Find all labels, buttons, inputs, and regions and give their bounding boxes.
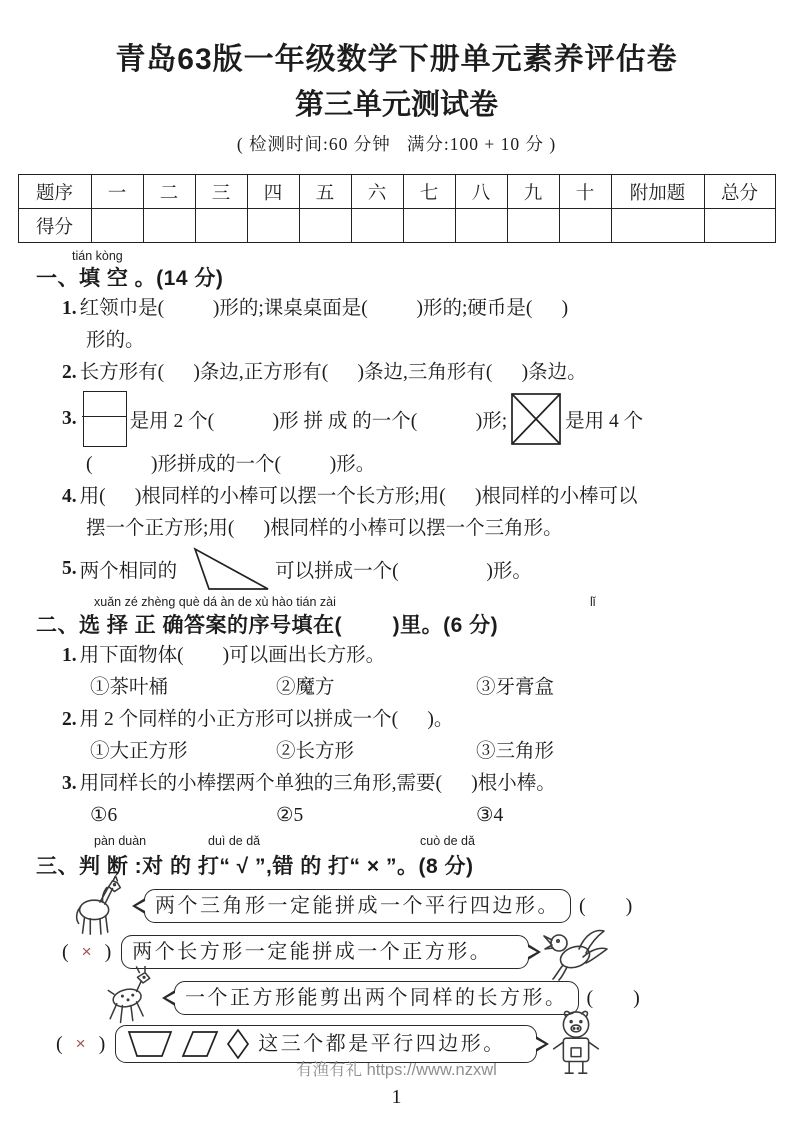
question-text: 用 2 个同样的小正方形可以拼成一个( )。: [79, 709, 454, 730]
bird-icon: [543, 923, 609, 981]
paper-title-line2: 第三单元测试卷: [294, 89, 498, 121]
pinyin-text: duì de dǎ: [208, 834, 261, 848]
score-cell: [507, 209, 559, 243]
score-cell: [143, 209, 195, 243]
question-s1-q4-cont: 摆一个正方形;用( )根同样的小棒可以摆一个三角形。: [86, 518, 563, 539]
pinyin-text: cuò de dǎ: [420, 834, 475, 848]
speech-bubble: [144, 889, 571, 923]
score-col-header: 七: [403, 175, 455, 209]
judge-item-1: [70, 883, 793, 929]
option: ②5: [276, 805, 304, 826]
question-s2-q2: [62, 704, 793, 736]
question-s1-q2: [62, 357, 793, 389]
score-col-header: 六: [351, 175, 403, 209]
score-col-header: 总分: [704, 175, 775, 209]
paren-open: (: [62, 940, 69, 963]
answer-blank: ( ): [586, 986, 640, 1009]
question-text: 用( )根同样的小棒可以摆一个长方形;用( )根同样的小棒可以: [79, 486, 638, 507]
section-two-pinyin: [0, 595, 793, 611]
question-number: 3.: [62, 408, 77, 429]
question-text: 用下面物体( )可以画出长方形。: [79, 645, 386, 666]
question-text: 两个相同的: [79, 561, 178, 582]
shape-group: [126, 1029, 250, 1059]
question-s1-q3: [62, 389, 793, 449]
question-text: 可以拼成一个( )形。: [275, 561, 532, 582]
question-number: 1.: [62, 298, 77, 319]
paren-open: (: [56, 1032, 63, 1055]
split-square-shape: [83, 391, 127, 447]
score-col-header: 三: [195, 175, 247, 209]
diamond-shape: [226, 1029, 250, 1059]
judge-statement: 一个正方形能剪出两个同样的长方形。: [185, 987, 568, 1009]
section-one-heading: 一、填 空 。(14 分): [36, 267, 224, 290]
score-col-header: 附加题: [611, 175, 704, 209]
pinyin-text: xuǎn zé zhèng què dá àn de xù hào tián zài: [94, 595, 336, 609]
question-number: 2.: [62, 709, 77, 730]
judge-item-3: [100, 975, 793, 1021]
trapezoid-shape: [126, 1030, 174, 1058]
score-cell: [403, 209, 455, 243]
option: ①茶叶桶: [90, 677, 169, 698]
score-cell: [91, 209, 143, 243]
option: ③4: [476, 805, 504, 826]
question-text: 长方形有( )条边,正方形有( )条边,三角形有( )条边。: [79, 362, 587, 383]
score-cell: [299, 209, 351, 243]
question-number: 4.: [62, 486, 77, 507]
score-table-header-row: [18, 175, 775, 209]
score-cell: [704, 209, 775, 243]
question-number: 5.: [62, 558, 77, 579]
x-mark: ×: [81, 942, 92, 961]
section-one-pinyin: tián kòng: [72, 249, 123, 263]
judge-item-2: [62, 929, 793, 975]
exam-info: ( 检测时间:60 分钟 满分:100 + 10 分 ): [236, 134, 557, 154]
speech-bubble: [121, 935, 529, 969]
triangle-shape: [180, 545, 272, 593]
question-text: 是用 4 个: [565, 411, 644, 432]
question-text: 是用 2 个( )形 拼 成 的一个( )形;: [129, 411, 508, 432]
paper-title-line1: 青岛63版一年级数学下册单元素养评估卷: [115, 43, 678, 76]
options-s2-q2: [90, 736, 793, 768]
score-cell: [611, 209, 704, 243]
section-three-heading: 三、判 断 :对 的 打“ √ ”,错 的 打“ × ”。(8 分): [36, 855, 474, 878]
question-s1-q5: [62, 545, 793, 593]
watermark: 有渔有礼 https://www.nzxwl: [296, 1061, 497, 1079]
page-number: 1: [391, 1086, 402, 1108]
score-cell: [247, 209, 299, 243]
judge-statement: 两个三角形一定能拼成一个平行四边形。: [155, 895, 560, 917]
speech-bubble: [174, 981, 579, 1015]
option: ③三角形: [476, 741, 555, 762]
x-square-shape: [510, 392, 562, 446]
answer-blank: ( ): [579, 894, 633, 917]
option: ①大正方形: [90, 741, 188, 762]
x-mark: ×: [75, 1034, 86, 1053]
score-col-header: 四: [247, 175, 299, 209]
score-col-header: 五: [299, 175, 351, 209]
score-col-header: 十: [559, 175, 611, 209]
question-number: 1.: [62, 645, 77, 666]
question-s2-q1: [62, 640, 793, 672]
score-col-header: 九: [507, 175, 559, 209]
score-col-header: 八: [455, 175, 507, 209]
question-s1-q3-cont: ( )形拼成的一个( )形。: [86, 454, 376, 475]
section-two-heading: 二、选 择 正 确答案的序号填在( )里。(6 分): [36, 614, 499, 637]
score-cell: [195, 209, 247, 243]
option: ①6: [90, 805, 118, 826]
options-s2-q1: [90, 672, 793, 704]
question-text: 用同样长的小棒摆两个单独的三角形,需要( )根小棒。: [79, 773, 556, 794]
question-s1-q1: [62, 293, 793, 325]
options-s2-q3: [90, 800, 793, 832]
parallelogram-shape: [181, 1030, 219, 1058]
pinyin-text: pàn duàn: [94, 834, 147, 848]
answer-mark: [56, 1033, 105, 1056]
judge-statement: 两个长方形一定能拼成一个正方形。: [132, 941, 493, 963]
score-col-header: 题序: [18, 175, 91, 209]
question-number: 3.: [62, 773, 77, 794]
score-cell: [559, 209, 611, 243]
pinyin-text: lǐ: [590, 595, 596, 609]
score-col-header: 一: [91, 175, 143, 209]
question-text: 红领巾是( )形的;课桌桌面是( )形的;硬币是( ): [79, 298, 569, 319]
score-cell: [351, 209, 403, 243]
question-s1-q1-cont: 形的。: [86, 330, 145, 351]
answer-mark: [62, 941, 111, 964]
score-table-score-row: [18, 209, 775, 243]
question-s2-q3: [62, 768, 793, 800]
question-number: 2.: [62, 362, 77, 383]
horse-icon: [70, 875, 128, 937]
paren-close: ): [104, 940, 112, 963]
section-three-pinyin: [0, 834, 793, 850]
score-col-header: 二: [143, 175, 195, 209]
judge-statement: 这三个都是平行四边形。: [258, 1033, 506, 1055]
question-s1-q4: [62, 481, 793, 513]
option: ②魔方: [276, 677, 335, 698]
option: ②长方形: [276, 741, 355, 762]
paren-close: ): [98, 1032, 106, 1055]
score-row-label: 得分: [18, 209, 91, 243]
score-table: [18, 174, 776, 243]
option: ③牙膏盒: [476, 677, 555, 698]
pig-icon: [549, 1009, 603, 1079]
score-cell: [455, 209, 507, 243]
